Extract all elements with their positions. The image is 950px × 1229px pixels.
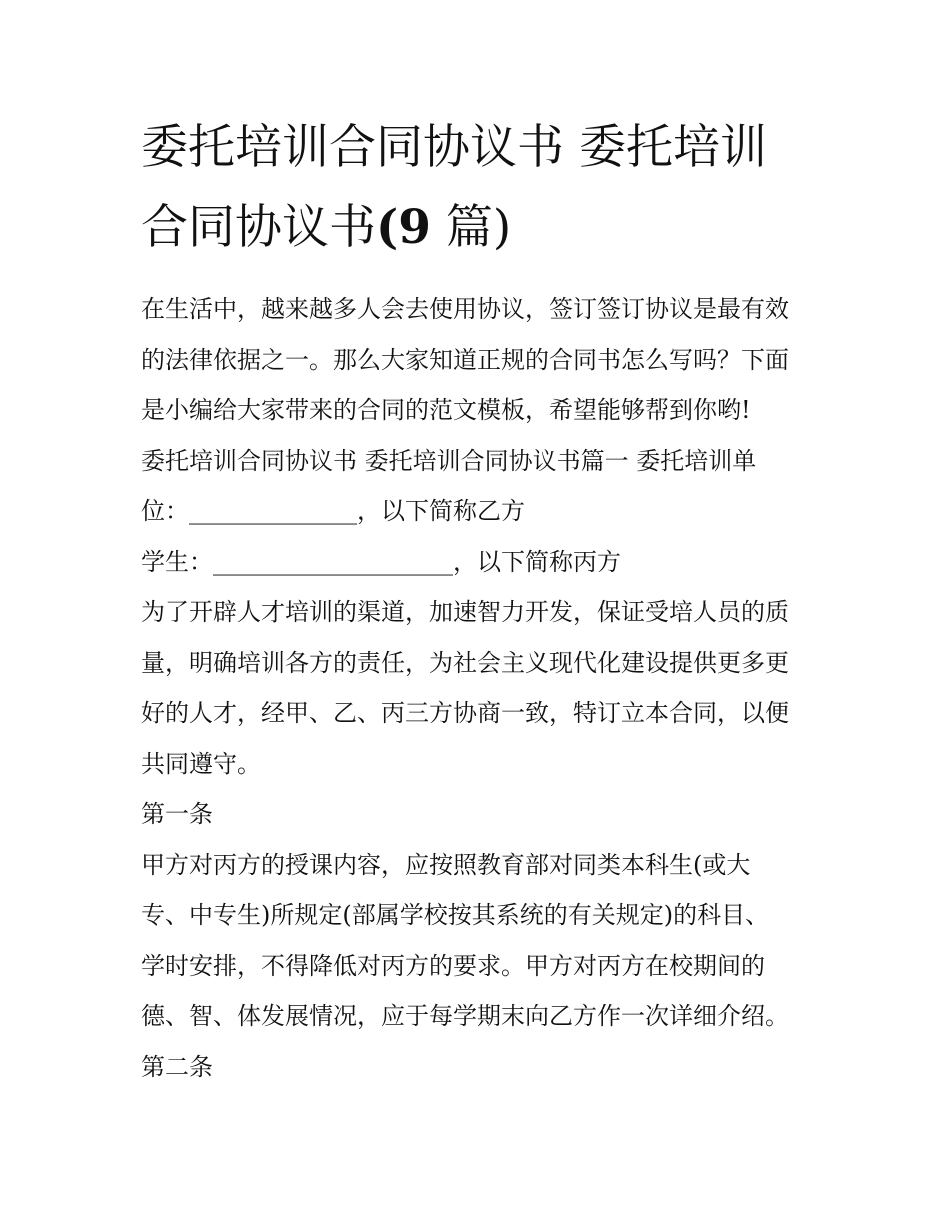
text-line: 的法律依据之一。那么大家知道正规的合同书怎么写吗？下面: [141, 345, 789, 374]
text-line: 专、中专生)所规定(部属学校按其系统的有关规定)的科目、: [141, 901, 770, 929]
text-line: 为了开辟人才培训的渠道，加速智力开发，保证受培人员的质: [141, 598, 789, 626]
document-title: [141, 108, 813, 268]
text-line: 量，明确培训各方的责任，为社会主义现代化建设提供更多更: [141, 648, 789, 677]
text-line: 学生：____________________，以下简称丙方: [141, 547, 621, 576]
text-line: 学时安排，不得降低对丙方的要求。甲方对丙方在校期间的: [141, 951, 765, 980]
text-line: 共同遵守。: [141, 749, 261, 778]
text-line: 是小编给大家带来的合同的范文模板，希望能够帮到你哟!: [141, 396, 751, 424]
text-line: 委托培训合同协议书 委托培训合同协议书篇一 委托培训单: [141, 446, 757, 475]
title-line-1: 委托培训合同协议书 委托培训: [141, 120, 767, 175]
document-body: [141, 284, 813, 1092]
document-page: [141, 108, 813, 1092]
title-line-2-count: (9: [376, 200, 431, 255]
text-line: 德、智、体发展情况，应于每学期末向乙方作一次详细介绍。: [141, 1002, 789, 1030]
text-line: 好的人才，经甲、乙、丙三方协商一致，特订立本合同，以便: [141, 699, 789, 727]
text-line: 位：______________，以下简称乙方: [141, 497, 525, 525]
text-line: 在生活中，越来越多人会去使用协议，签订签订协议是最有效: [141, 295, 789, 323]
section-heading: 第一条: [141, 800, 213, 828]
section-heading: 第二条: [141, 1052, 213, 1081]
title-line-2: [141, 188, 813, 268]
text-line: 甲方对丙方的授课内容，应按照教育部对同类本科生(或大: [141, 850, 751, 879]
title-line-2-tail: 篇): [430, 200, 512, 255]
title-line-2-text: 合同协议书: [141, 200, 376, 255]
